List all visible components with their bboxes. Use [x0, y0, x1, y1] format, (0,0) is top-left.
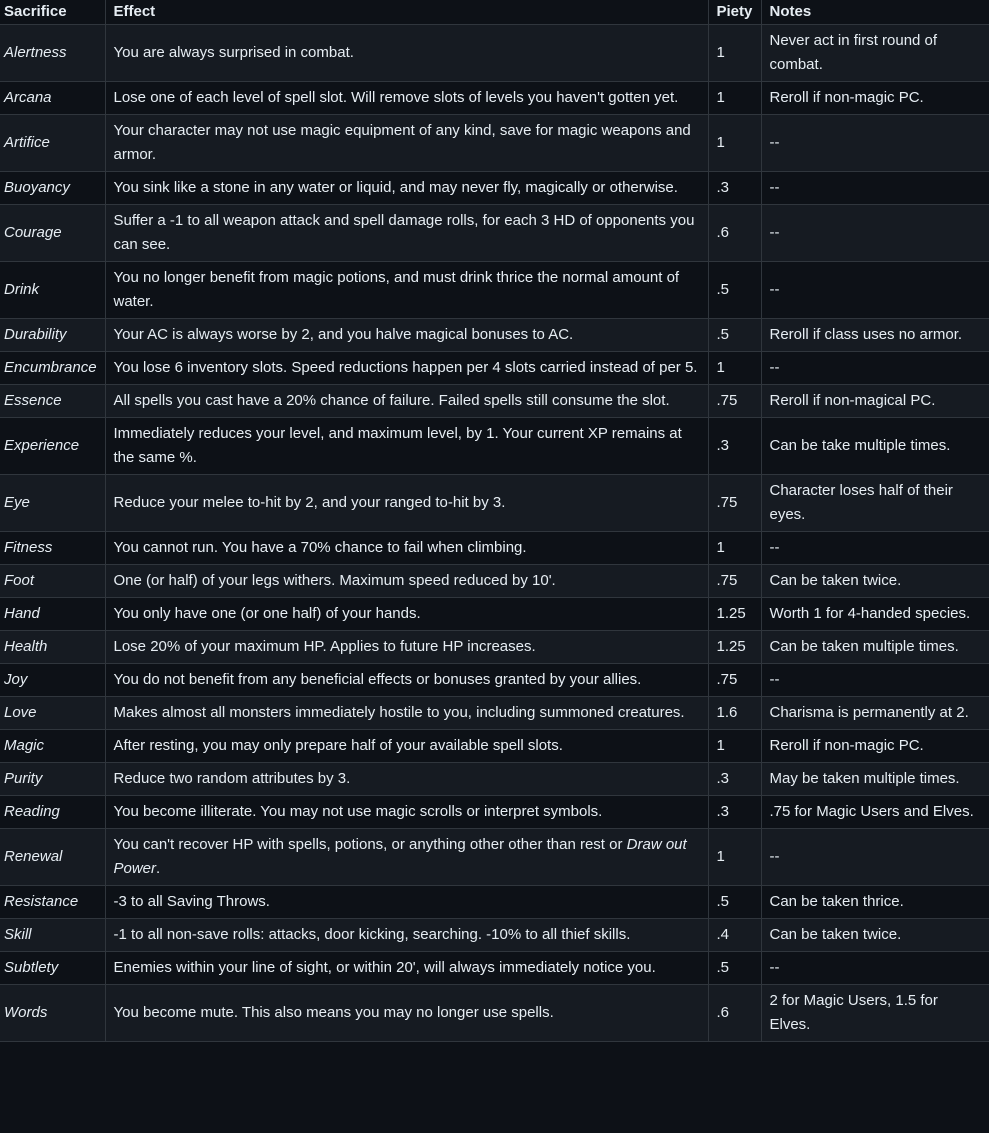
cell-piety: .3	[708, 763, 761, 796]
cell-piety: .5	[708, 262, 761, 319]
cell-sacrifice: Durability	[0, 319, 105, 352]
cell-piety: 1.6	[708, 697, 761, 730]
table-row	[0, 952, 989, 985]
cell-piety: .75	[708, 385, 761, 418]
cell-sacrifice: Purity	[0, 763, 105, 796]
table-row	[0, 262, 989, 319]
cell-notes: Reroll if non-magic PC.	[761, 82, 989, 115]
cell-effect: Your character may not use magic equipment of any kind, save for magic weapons and armor.	[105, 115, 708, 172]
cell-piety: .6	[708, 205, 761, 262]
cell-effect: You only have one (or one half) of your hands.	[105, 598, 708, 631]
cell-notes: Reroll if non-magical PC.	[761, 385, 989, 418]
cell-notes: --	[761, 172, 989, 205]
cell-effect: You no longer benefit from magic potions, and must drink thrice the normal amount of water.	[105, 262, 708, 319]
table-row	[0, 82, 989, 115]
table-row	[0, 631, 989, 664]
cell-notes: May be taken multiple times.	[761, 763, 989, 796]
table-body	[0, 25, 989, 1042]
cell-notes: --	[761, 664, 989, 697]
table-header	[0, 0, 989, 25]
table-row	[0, 598, 989, 631]
cell-notes: Charisma is permanently at 2.	[761, 697, 989, 730]
cell-piety: 1	[708, 82, 761, 115]
cell-effect: Reduce two random attributes by 3.	[105, 763, 708, 796]
cell-piety: 1	[708, 25, 761, 82]
cell-sacrifice: Fitness	[0, 532, 105, 565]
cell-sacrifice: Buoyancy	[0, 172, 105, 205]
cell-sacrifice: Encumbrance	[0, 352, 105, 385]
cell-sacrifice: Subtlety	[0, 952, 105, 985]
cell-sacrifice: Experience	[0, 418, 105, 475]
cell-sacrifice: Essence	[0, 385, 105, 418]
cell-sacrifice: Arcana	[0, 82, 105, 115]
cell-effect: Makes almost all monsters immediately hostile to you, including summoned creatures.	[105, 697, 708, 730]
header-sacrifice: Sacrifice	[0, 0, 105, 25]
table-row	[0, 205, 989, 262]
header-notes: Notes	[761, 0, 989, 25]
cell-effect: One (or half) of your legs withers. Maximum speed reduced by 10'.	[105, 565, 708, 598]
table-row	[0, 730, 989, 763]
cell-sacrifice: Eye	[0, 475, 105, 532]
cell-notes: --	[761, 115, 989, 172]
table-row	[0, 532, 989, 565]
table-row	[0, 475, 989, 532]
table-row	[0, 829, 989, 886]
cell-notes: --	[761, 205, 989, 262]
header-piety: Piety	[708, 0, 761, 25]
cell-notes: Can be taken twice.	[761, 565, 989, 598]
cell-piety: 1.25	[708, 631, 761, 664]
table-row	[0, 385, 989, 418]
cell-effect: Lose 20% of your maximum HP. Applies to future HP increases.	[105, 631, 708, 664]
cell-piety: .5	[708, 886, 761, 919]
cell-notes: Can be taken twice.	[761, 919, 989, 952]
cell-notes: Reroll if class uses no armor.	[761, 319, 989, 352]
cell-sacrifice: Courage	[0, 205, 105, 262]
cell-effect: You cannot run. You have a 70% chance to fail when climbing.	[105, 532, 708, 565]
cell-notes: .75 for Magic Users and Elves.	[761, 796, 989, 829]
cell-sacrifice: Joy	[0, 664, 105, 697]
cell-effect: You become illiterate. You may not use magic scrolls or interpret symbols.	[105, 796, 708, 829]
table-row	[0, 697, 989, 730]
cell-piety: 1	[708, 730, 761, 763]
cell-effect: Your AC is always worse by 2, and you halve magical bonuses to AC.	[105, 319, 708, 352]
cell-effect: -1 to all non-save rolls: attacks, door kicking, searching. -10% to all thief skills.	[105, 919, 708, 952]
table-row	[0, 115, 989, 172]
cell-effect: All spells you cast have a 20% chance of failure. Failed spells still consume the slot.	[105, 385, 708, 418]
cell-effect: Suffer a -1 to all weapon attack and spell damage rolls, for each 3 HD of opponents you can see.	[105, 205, 708, 262]
cell-piety: .75	[708, 565, 761, 598]
cell-effect	[105, 829, 708, 886]
cell-piety: .6	[708, 985, 761, 1042]
cell-effect: After resting, you may only prepare half of your available spell slots.	[105, 730, 708, 763]
cell-sacrifice: Love	[0, 697, 105, 730]
cell-effect: You do not benefit from any beneficial effects or bonuses granted by your allies.	[105, 664, 708, 697]
cell-effect: -3 to all Saving Throws.	[105, 886, 708, 919]
cell-piety: .5	[708, 319, 761, 352]
header-row	[0, 0, 989, 25]
table-row	[0, 796, 989, 829]
cell-effect: You lose 6 inventory slots. Speed reductions happen per 4 slots carried instead of per 5.	[105, 352, 708, 385]
cell-piety: 1	[708, 115, 761, 172]
cell-piety: 1	[708, 829, 761, 886]
cell-effect: Reduce your melee to-hit by 2, and your ranged to-hit by 3.	[105, 475, 708, 532]
cell-notes: --	[761, 952, 989, 985]
table-row	[0, 319, 989, 352]
cell-notes: Can be take multiple times.	[761, 418, 989, 475]
cell-effect: You become mute. This also means you may no longer use spells.	[105, 985, 708, 1042]
table-row	[0, 919, 989, 952]
cell-piety: 1	[708, 532, 761, 565]
table-row	[0, 763, 989, 796]
cell-notes: --	[761, 352, 989, 385]
cell-sacrifice: Alertness	[0, 25, 105, 82]
cell-sacrifice: Renewal	[0, 829, 105, 886]
cell-piety: .3	[708, 796, 761, 829]
cell-piety: .75	[708, 475, 761, 532]
cell-piety: .75	[708, 664, 761, 697]
cell-piety: 1.25	[708, 598, 761, 631]
table-row	[0, 985, 989, 1042]
table-row	[0, 418, 989, 475]
table-row	[0, 886, 989, 919]
cell-piety: 1	[708, 352, 761, 385]
cell-sacrifice: Skill	[0, 919, 105, 952]
table-row	[0, 25, 989, 82]
table-row	[0, 352, 989, 385]
cell-notes: --	[761, 262, 989, 319]
cell-effect: You are always surprised in combat.	[105, 25, 708, 82]
table-row	[0, 172, 989, 205]
cell-notes: Can be taken thrice.	[761, 886, 989, 919]
effect-text: You can't recover HP with spells, potions, or anything other other than rest or	[113, 836, 627, 853]
cell-effect: You sink like a stone in any water or liquid, and may never fly, magically or otherwise.	[105, 172, 708, 205]
cell-sacrifice: Reading	[0, 796, 105, 829]
cell-piety: .3	[708, 418, 761, 475]
cell-notes: 2 for Magic Users, 1.5 for Elves.	[761, 985, 989, 1042]
cell-sacrifice: Hand	[0, 598, 105, 631]
effect-italic-text: Draw out Power	[113, 836, 687, 877]
cell-sacrifice: Drink	[0, 262, 105, 319]
cell-effect: Immediately reduces your level, and maximum level, by 1. Your current XP remains at the same %.	[105, 418, 708, 475]
header-effect: Effect	[105, 0, 708, 25]
cell-notes: --	[761, 829, 989, 886]
cell-sacrifice: Artifice	[0, 115, 105, 172]
cell-effect: Lose one of each level of spell slot. Will remove slots of levels you haven't gotten yet.	[105, 82, 708, 115]
cell-notes: Reroll if non-magic PC.	[761, 730, 989, 763]
cell-notes: Can be taken multiple times.	[761, 631, 989, 664]
table-row	[0, 565, 989, 598]
cell-piety: .4	[708, 919, 761, 952]
cell-notes: Never act in first round of combat.	[761, 25, 989, 82]
effect-tail-text: .	[156, 860, 161, 877]
cell-sacrifice: Foot	[0, 565, 105, 598]
cell-sacrifice: Resistance	[0, 886, 105, 919]
cell-notes: --	[761, 532, 989, 565]
cell-notes: Worth 1 for 4-handed species.	[761, 598, 989, 631]
cell-piety: .3	[708, 172, 761, 205]
cell-sacrifice: Words	[0, 985, 105, 1042]
cell-notes: Character loses half of their eyes.	[761, 475, 989, 532]
table-row	[0, 664, 989, 697]
cell-piety: .5	[708, 952, 761, 985]
cell-sacrifice: Health	[0, 631, 105, 664]
cell-effect: Enemies within your line of sight, or within 20', will always immediately notice you.	[105, 952, 708, 985]
cell-sacrifice: Magic	[0, 730, 105, 763]
